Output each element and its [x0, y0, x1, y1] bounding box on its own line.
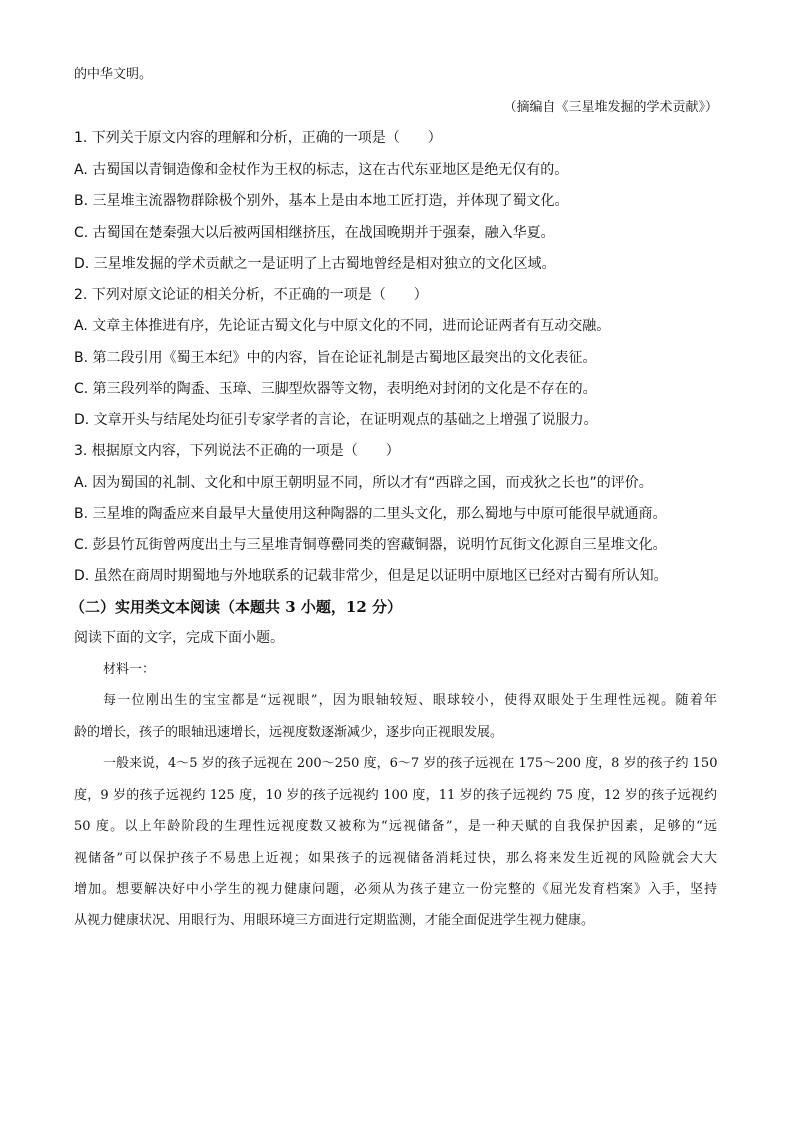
question-1-option-b: B. 三星堆主流器物群除极个别外，基本上是由本地工匠打造，并体现了蜀文化。: [74, 193, 569, 209]
question-1-option-a: A. 古蜀国以青铜造像和金杖作为王权的标志，这在古代东亚地区是绝无仅有的。: [74, 162, 569, 178]
question-1-stem: 1. 下列关于原文内容的理解和分析，正确的一项是（ ）: [74, 130, 442, 146]
question-2-option-c: C. 第三段列举的陶盉、玉璋、三脚型炊器等文物，表明绝对封闭的文化是不存在的。: [74, 381, 597, 397]
question-3-option-b: B. 三星堆的陶盉应来自最早大量使用这种陶器的二里头文化，那么蜀地与中原可能很早就通商。: [74, 506, 667, 522]
question-1-option-c: C. 古蜀国在楚秦强大以后被两国相继挤压，在战国晚期并于强秦，融入华夏。: [74, 225, 555, 241]
question-2-option-b: B. 第二段引用《蜀王本纪》中的内容，旨在论证礼制是古蜀地区最突出的文化表征。: [74, 350, 597, 366]
paragraph-line: 度，9 岁的孩子远视约 125 度，10 岁的孩子远视约 100 度，11 岁的孩子远视约 75 度，12 岁的孩子远视约: [74, 788, 717, 803]
question-3-option-a: A. 因为蜀国的礼制、文化和中原王朝明显不同，所以才有“西辟之国，而戎狄之长也”的评价。: [74, 475, 653, 491]
material-label: 材料一：: [103, 662, 156, 677]
paragraph-line: 增加。想要解决好中小学生的视力健康问题，必须从为孩子建立一份完整的《屈光发育档案》入手，坚持: [74, 882, 717, 897]
top-fragment: 的中华文明。: [74, 67, 153, 82]
question-2-stem: 2. 下列对原文论证的相关分析，不正确的一项是（ ）: [74, 287, 428, 303]
paragraph-line: 50 度。以上年龄阶段的生理性远视度数又被称为“远视储备”，是一种天赋的自我保护因素，足够的“远: [74, 819, 717, 834]
source-note: （摘编自《三星堆发掘的学术贡献》）: [503, 100, 718, 115]
section-title: （二）实用类文本阅读（本题共 3 小题，12 分）: [70, 598, 402, 616]
paragraph-line: 龄的增长，孩子的眼轴迅速增长，远视度数逐渐减少，逐步向正视眼发展。: [74, 725, 504, 740]
question-3-option-c: C. 彭县竹瓦街曾两度出土与三星堆青铜尊罍同类的窖藏铜器，说明竹瓦街文化源自三星堆文化。: [74, 537, 667, 553]
paragraph-line: 视储备”可以保护孩子不易患上近视；如果孩子的远视储备消耗过快，那么将来发生近视的风险就会大大: [74, 851, 717, 866]
paragraph-line: 每一位刚出生的宝宝都是“远视眼”，因为眼轴较短、眼球较小，使得双眼处于生理性远视。随着年: [103, 693, 717, 708]
question-3-option-d: D. 虽然在商周时期蜀地与外地联系的记载非常少，但是足以证明中原地区已经对古蜀有所认知。: [74, 568, 668, 584]
question-3-stem: 3. 根据原文内容，下列说法不正确的一项是（ ）: [74, 443, 400, 459]
question-2-option-a: A. 文章主体推进有序，先论证古蜀文化与中原文化的不同，进而论证两者有互动交融。: [74, 318, 611, 334]
paragraph-line: 从视力健康状况、用眼行为、用眼环境三方面进行定期监测，才能全面促进学生视力健康。: [74, 913, 595, 928]
paragraph-line: 一般来说，4～5 岁的孩子远视在 200～250 度，6～7 岁的孩子远视在 175～200 度，8 岁的孩子约 150: [103, 756, 718, 771]
question-2-option-d: D. 文章开头与结尾处均征引专家学者的言论，在证明观点的基础之上增强了说服力。: [74, 412, 598, 428]
section-instruction: 阅读下面的文字，完成下面小题。: [74, 630, 284, 646]
question-1-option-d: D. 三星堆发掘的学术贡献之一是证明了上古蜀地曾经是相对独立的文化区域。: [74, 256, 556, 272]
